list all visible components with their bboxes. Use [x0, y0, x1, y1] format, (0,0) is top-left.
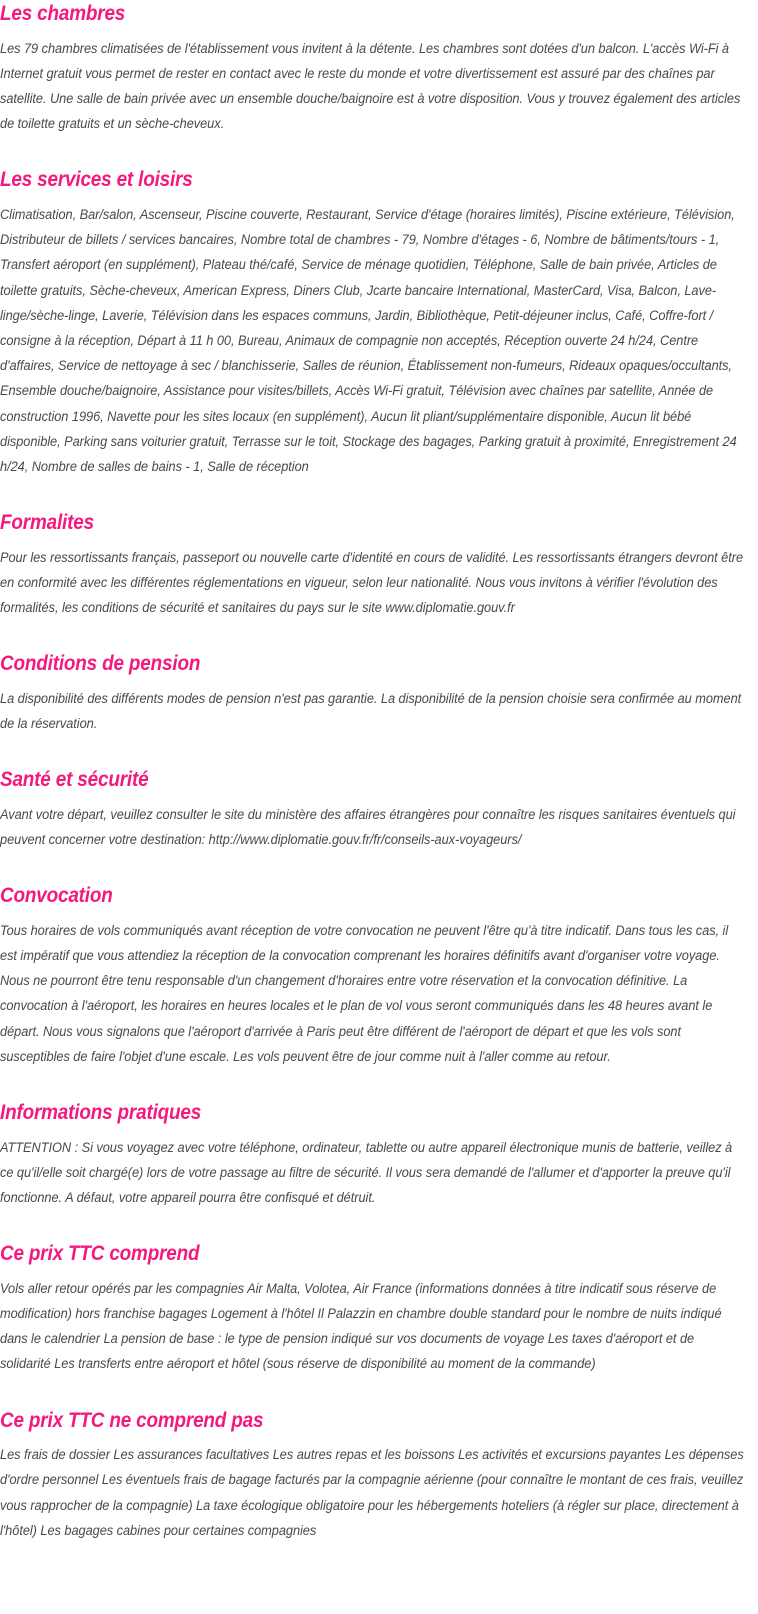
section-title-sante-et-securite: Santé et sécurité [0, 767, 149, 792]
section-sante-et-securite [0, 768, 748, 852]
section-title-conditions-de-pension: Conditions de pension [0, 651, 201, 676]
section-spacer [0, 479, 748, 511]
section-convocation [0, 884, 748, 1069]
section-informations-pratiques [0, 1101, 748, 1210]
section-body-sante-et-securite: Avant votre départ, veuillez consulter le site du ministère des affaires étrangères pour connaître les risques sanitaires éventuels qui peuvent concerner votre destination: http://www.diplomatie.gouv.fr/fr/conseils-aux-voyageurs/ [0, 806, 736, 848]
section-body-convocation: Tous horaires de vols communiqués avant réception de votre convocation ne peuvent l'être qu'à titre indicatif. Dans tous les cas, il est impératif que vous attendiez la réception de la convocation comprenant les horaires définitifs avant d'organiser votre voyage. Nous ne pourront être tenu responsable d'un changement d'horaires entre votre réservation et la convocation définitive. La convocation à l'aéroport, les horaires en heures locales et le plan de vol vous seront communiqués dans les 48 heures avant le départ. Nous vous signalons que l'aéroport d'arrivée à Paris peut être différent de l'aéroport de départ et que les vols sont susceptibles de faire l'objet d'une escale. Les vols peuvent être de jour comme nuit à l'aller comme au retour. [0, 922, 729, 1064]
section-body-formalites: Pour les ressortissants français, passeport ou nouvelle carte d'identité en cours de validité. Les ressortissants étrangers devront être en conformité avec les différentes réglementations en vigueur, selon leur nationalité. Nous vous invitons à vérifier l'évolution des formalités, les conditions de sécurité et sanitaires du pays sur le site www.diplomatie.gouv.fr [0, 549, 744, 616]
section-title-les-chambres: Les chambres [0, 1, 126, 25]
section-title-les-services-et-loisirs: Les services et loisirs [0, 167, 193, 192]
section-spacer [0, 1377, 748, 1409]
section-spacer [0, 1069, 748, 1101]
section-body-les-chambres: Les 79 chambres climatisées de l'établissement vous invitent à la détente. Les chambres sont dotées d'un balcon. L'accès Wi-Fi à Internet gratuit vous permet de rester en contact avec le reste du monde et votre divertissement est assuré par des chaînes par satellite. Une salle de bain privée avec un ensemble douche/baignoire est à votre disposition. Vous y trouvez également des articles de toilette gratuits et un sèche-cheveux. [0, 40, 741, 132]
section-les-services-et-loisirs [0, 168, 748, 479]
section-formalites [0, 511, 748, 620]
section-body-ce-prix-ttc-comprend: Vols aller retour opérés par les compagnies Air Malta, Volotea, Air France (informations données à titre indicatif sous réserve de modification) hors franchise bagages Logement à l'hôtel Il Palazzin en chambre double standard pour le nombre de nuits indiqué dans le calendrier La pension de base : le type de pension indiqué sur vos documents de voyage Les taxes d'aéroport et de solidarité Les transferts entre aéroport et hôtel (sous réserve de disponibilité au moment de la commande) [0, 1280, 722, 1372]
section-body-ce-prix-ttc-ne-comprend-pas: Les frais de dossier Les assurances facultatives Les autres repas et les boissons Les activités et excursions payantes Les dépenses d'ordre personnel Les éventuels frais de bagage facturés par la compagnie aérienne (pour connaître le montant de ces frais, veuillez vous rapprocher de la compagnie) La taxe écologique obligatoire pour les hébergements hoteliers (à régler sur place, directement à l'hôtel) Les bagages cabines pour certaines compagnies [0, 1447, 744, 1538]
section-body-les-services-et-loisirs: Climatisation, Bar/salon, Ascenseur, Piscine couverte, Restaurant, Service d'étage (horaires limités), Piscine extérieure, Télévision, Distributeur de billets / services bancaires, Nombre total de chambres - 79, Nombre d'étages - 6, Nombre de bâtiments/tours - 1, Transfert aéroport (en supplément), Plateau thé/café, Service de ménage quotidien, Téléphone, Salle de bain privée, Articles de toilette gratuits, Sèche-cheveux, American Express, Diners Club, Jcarte bancaire International, MasterCard, Visa, Balcon, Lave-linge/sèche-linge, Laverie, Télévision dans les espaces communs, Jardin, Bibliothèque, Petit-déjeuner inclus, Café, Coffre-fort / consigne à la réception, Départ à 11 h 00, Bureau, Animaux de compagnie non acceptés, Réception ouverte 24 h/24, Centre d'affaires, Service de nettoyage à sec / blanchisserie, Salles de réunion, Établissement non-fumeurs, Rideaux opaques/occultants, Ensemble douche/baignoire, Assistance pour visites/billets, Accès Wi-Fi gratuit, Télévision avec chaînes par satellite, Année de construction 1996, Navette pour les sites locaux (en supplément), Aucun lit pliant/supplémentaire disponible, Aucun lit bébé disponible, Parking sans voiturier gratuit, Terrasse sur le toit, Stockage des bagages, Parking gratuit à proximité, Enregistrement 24 h/24, Nombre de salles de bains - 1, Salle de réception [0, 206, 737, 474]
section-conditions-de-pension [0, 652, 748, 736]
section-spacer [0, 136, 748, 168]
section-spacer [0, 736, 748, 768]
section-title-convocation: Convocation [0, 883, 113, 908]
section-les-chambres [0, 0, 748, 136]
section-spacer [0, 1210, 748, 1242]
section-title-informations-pratiques: Informations pratiques [0, 1100, 202, 1125]
section-title-ce-prix-ttc-ne-comprend-pas: Ce prix TTC ne comprend pas [0, 1407, 264, 1432]
section-body-conditions-de-pension: La disponibilité des différents modes de pension n'est pas garantie. La disponibilité de la pension choisie sera confirmée au moment de la réservation. [0, 690, 742, 732]
section-ce-prix-ttc-comprend [0, 1242, 748, 1376]
section-title-formalites: Formalites [0, 510, 94, 535]
section-body-informations-pratiques: ATTENTION : Si vous voyagez avec votre téléphone, ordinateur, tablette ou autre appareil électronique munis de batterie, veillez à ce qu'il/elle soit chargé(e) lors de votre passage au filtre de sécurité. Il vous sera demandé de l'allumer et d'apporter la preuve qu'il fonctionne. A défaut, votre appareil pourra être confisqué et détruit. [0, 1139, 733, 1206]
section-title-ce-prix-ttc-comprend: Ce prix TTC comprend [0, 1241, 200, 1266]
section-spacer [0, 620, 748, 652]
section-spacer [0, 852, 748, 884]
section-ce-prix-ttc-ne-comprend-pas [0, 1409, 748, 1543]
